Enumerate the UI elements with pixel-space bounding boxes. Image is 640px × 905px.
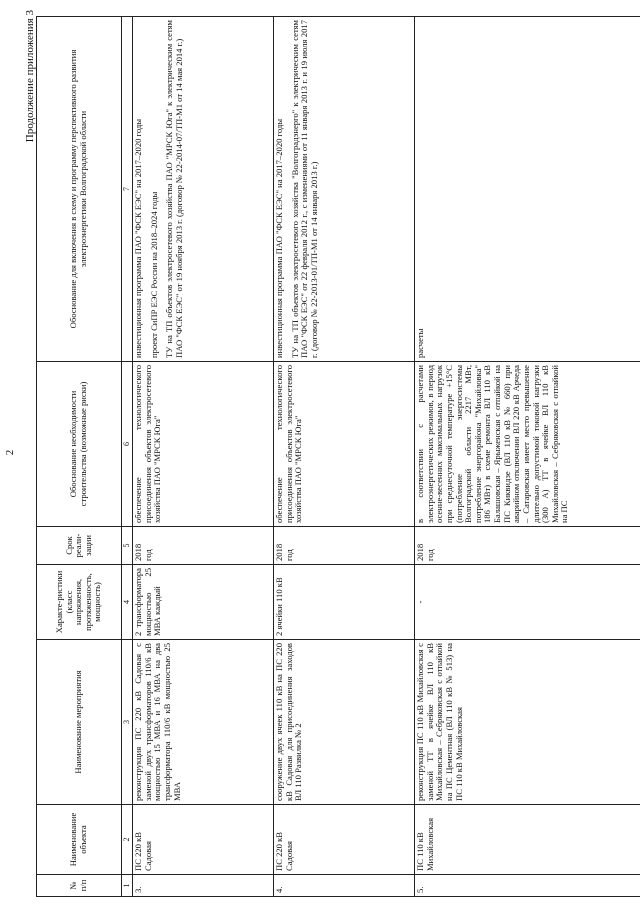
object-name: ПС 220 кВ Садовая [274,805,415,875]
object-name: ПС 110 кВ Михайловская [415,805,640,875]
inclusion-basis [133,17,274,362]
implementation-term: 2018 год [133,527,274,565]
basis-paragraph: расчеты [415,328,425,358]
column-number-row [122,17,133,897]
header-measure: Наименование мероприятия [37,640,122,805]
table-row [415,17,640,897]
inclusion-basis [274,17,415,362]
column-number: 5 [122,527,133,565]
basis-paragraph: ТУ на ТП объектов электросетевого хозяйства ПАО "МРСК Юга" к электрическим сетям ПАО "ФСК ЕЭС" от 19 ноября 2013 г. (договор № 22-2014-07/ТП-М1 от 14 мая 2014 г.) [164,20,184,358]
justification: в соответствии с расчетами электроэнергетических режимов, в период осенне-весенних максимальных нагрузок при среднесуточной температуре +15°С (потребление энергосистемы Волгоградской области 2217 МВт, потребление энергорайона "Михайловка" 186 МВт) в схеме ремонта ВЛ 110 кВ Балашовская – Ярыженская с отпайкой на ПС Киквидзе (ВЛ 110 кВ № 660) при аварийном отключении ВЛ 220 кВ Арчеда – Сатаровская имеет место превышение длительно допустимой токовой нагрузки (300 А) ТТ в ячейке ВЛ 110 кВ Михайловская – Себряковская с отпайкой на ПС [415,362,640,527]
continuation-label: Продолжение приложения 3 [24,10,36,143]
justification: обеспечение технологического присоединения объектов электросетевого хозяйства ПАО "МРСК Юга" [133,362,274,527]
measure-description: сооружение двух ячеек 110 кВ на ПС 220 кВ Садовая для присоединения заходов ВЛ 110 Развилка № 2 [274,640,415,805]
implementation-term: 2018 год [274,527,415,565]
characteristics: 2 трансформатора мощностью 25 МВА каждый [133,565,274,640]
column-number: 6 [122,362,133,527]
table-header-row [37,17,122,897]
characteristics: 2 ячейки 110 кВ [274,565,415,640]
object-name: ПС 220 кВ Садовая [133,805,274,875]
row-number: 5. [415,875,640,897]
row-number: 3. [133,875,274,897]
justification: обеспечение технологического присоединения объектов электросетевого хозяйства ПАО "МРСК Юга" [274,362,415,527]
header-num: № п/п [37,875,122,897]
column-number: 1 [122,875,133,897]
header-object: Наименование объекта [37,805,122,875]
inclusion-basis [415,17,640,362]
column-number: 7 [122,17,133,362]
header-term: Срок реали-зации [37,527,122,565]
table-row [274,17,415,897]
column-number: 4 [122,565,133,640]
characteristics: - [415,565,640,640]
page-number: 2 [4,449,16,456]
table-row [133,17,274,897]
measure-description: реконструкция ПС 220 кВ Садовая с заменой двух трансформаторов 110/6 кВ мощностью 15 МВА и 16 МВА на два трансформатора 110/6 кВ мощностью 25 МВА [133,640,274,805]
basis-paragraph: инвестиционная программа ПАО "ФСК ЕЭС" на 2017–2020 годы [133,118,143,358]
basis-paragraph: инвестиционная программа ПАО "ФСК ЕЭС" на 2017–2020 годы [274,118,284,358]
basis-paragraph: ТУ на ТП объектов электросетевого хозяйства "Волгоградэнерго" к электрическим сетям ПАО "ФСК ЕЭС" от 22 февраля 2012 г., с изменениями от 11 января 2013 г. и 19 июля 2017 г. (договор № 22-2013-01/ТП-М1 от 14 января 2013 г.) [289,20,319,358]
header-justification: Обоснование необходимости строительства (возможные риски) [37,362,122,527]
measure-description: реконструкция ПС 110 кВ Михайловская с заменой ТТ в ячейке ВЛ 110 кВ Михайловская – Себряковская с отпайкой на ПС Цементная (ВЛ 110 кВ № 513) на ПС 110 кВ Михайловская [415,640,640,805]
header-basis: Обоснование для включения в схему и программу перспективного развития электроэнергетики Волгоградской области [37,17,122,362]
implementation-term: 2018 год [415,527,640,565]
basis-paragraph: проект СиПР ЕЭС России на 2018–2024 годы [148,191,159,358]
measures-table [36,16,640,897]
row-number: 4. [274,875,415,897]
column-number: 2 [122,805,133,875]
header-characteristics: Характе-ристики (класс напряжения, протяженность, мощность) [37,565,122,640]
column-number: 3 [122,640,133,805]
